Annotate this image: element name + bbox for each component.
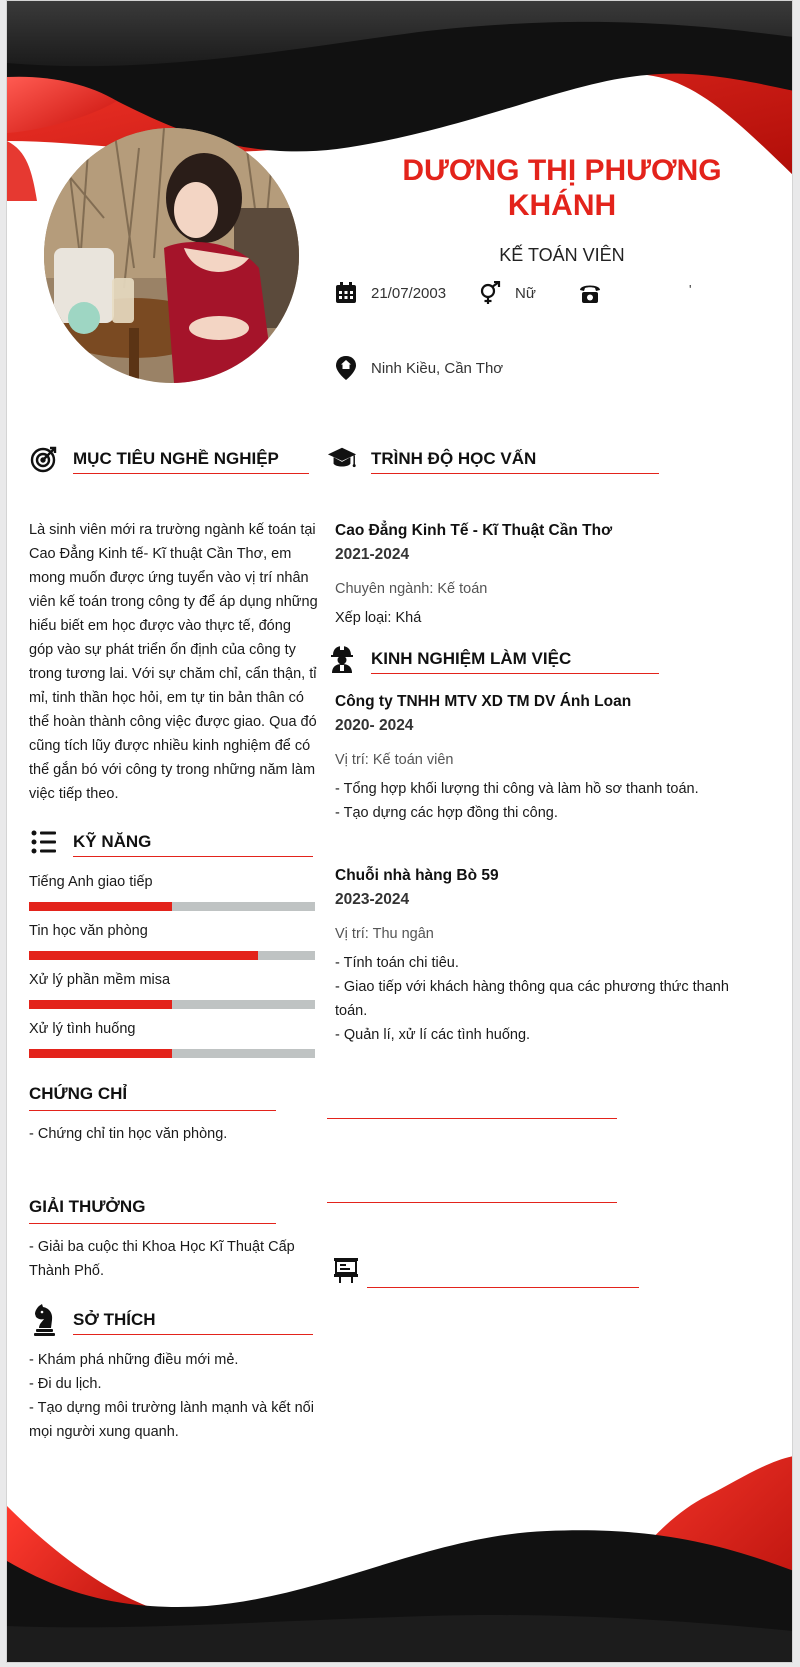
skills-title: KỸ NĂNG [73,832,313,857]
job-task: - Tổng hợp khối lượng thi công và làm hồ sơ thanh toán. [335,781,699,797]
job-task: - Quản lí, xử lí các tình huống. [335,1027,531,1043]
skill-label: Tin học văn phòng [29,923,148,939]
gender-field [477,280,536,306]
skill-label: Xử lý phần mềm misa [29,972,171,988]
hobby-item: - Tạo dựng môi trường lành mạnh và kết nối mọi người xung quanh. [29,1400,314,1440]
gender-icon [477,280,503,306]
objective-header [29,444,309,474]
award-item: - Giải ba cuộc thi Khoa Học Kĩ Thuật Cấp Thành Phố. [29,1239,295,1279]
phone-icon [577,280,603,306]
objective-text: Là sinh viên mới ra trường ngành kế toán tại Cao Đẳng Kinh tế- Kĩ thuật Cần Thơ, em mong muốn được ứng tuyển vào vị trí nhân viên kế toán trong công ty để áp dụng những hiểu biết em học được vào thực tế, đóng góp vào sự phát triển ổn định của công ty trong tương lai. Với sự chăm chỉ, cẩn thận, tỉ mỉ, tinh thần học hỏi, em tự tin bản thân có thể hoàn thành công việc được giao. Qua đó cũng tích lũy được nhiều kinh nghiệm để có thể gắn bó với công ty trong những năm làm việc tiếp theo. [29,522,318,802]
job-period: 2023-2024 [335,891,410,908]
job-entry [335,690,765,825]
job-title: KẾ TOÁN VIÊN [499,245,625,265]
education-block [335,519,765,630]
certificates-underline [29,1110,276,1111]
job-company: Công ty TNHH MTV XD TM DV Ánh Loan [335,693,632,710]
phone-field [577,280,615,306]
empty-section-underline [327,1202,617,1203]
hobby-item: - Đi du lịch. [29,1376,102,1392]
skill-bar-fill [29,1049,172,1058]
address-field [333,355,503,381]
experience-header [327,644,659,674]
job-tasks [335,951,765,1047]
graduation-cap-icon [327,444,357,474]
job-task: - Tính toán chi tiêu. [335,955,459,971]
cv-page [6,0,793,1663]
job-company: Chuỗi nhà hàng Bò 59 [335,867,499,884]
skill-label: Tiếng Anh giao tiếp [29,874,153,890]
empty-section-underline [367,1287,639,1288]
skill-item [29,972,315,1009]
location-pin-icon [333,355,359,381]
education-header [327,444,659,474]
certificate-item: - Chứng chỉ tin học văn phòng. [29,1126,228,1142]
gender-value: Nữ [515,284,536,302]
skill-bar [29,902,315,911]
address-value: Ninh Kiều, Cần Thơ [371,359,504,377]
experience-title: KINH NGHIỆM LÀM VIỆC [371,649,659,674]
calendar-icon [333,280,359,306]
objective-title: MỤC TIÊU NGHỀ NGHIỆP [73,449,309,474]
target-icon [29,444,59,474]
skill-bar-fill [29,1000,172,1009]
hobby-item: - Khám phá những điều mới mẻ. [29,1352,239,1368]
job-entry [335,864,765,1047]
skill-item [29,1021,315,1058]
education-period: 2021-2024 [335,546,410,563]
hobbies-header [29,1305,313,1335]
presentation-icon [333,1257,359,1288]
job-position: Vị trí: Kế toán viên [335,752,454,768]
chess-knight-icon [29,1305,59,1335]
job-tasks [335,777,765,825]
dob-field [333,280,446,306]
skill-bar [29,1049,315,1058]
skill-bar [29,951,315,960]
candidate-name: DƯƠNG THỊ PHƯƠNG KHÁNH [402,154,722,222]
skill-item [29,923,315,960]
empty-section-underline [327,1118,617,1119]
job-task: - Tạo dựng các hợp đồng thi công. [335,805,558,821]
skill-bar-fill [29,902,172,911]
skills-header [29,827,313,857]
education-title: TRÌNH ĐỘ HỌC VẤN [371,449,659,474]
job-period: 2020- 2024 [335,717,414,734]
education-rank: Xếp loại: Khá [335,610,422,626]
awards-underline [29,1223,276,1224]
worker-icon [327,644,357,674]
education-major: Chuyên ngành: Kế toán [335,581,488,597]
skill-item [29,874,315,911]
hobbies-list [29,1348,324,1444]
awards-title: GIẢI THƯỞNG [29,1197,146,1216]
phone-mark: ' [689,282,692,297]
certificates-title: CHỨNG CHỈ [29,1084,128,1103]
dob-value: 21/07/2003 [371,284,447,302]
profile-photo [44,128,299,383]
school-name: Cao Đẳng Kinh Tế - Kĩ Thuật Cần Thơ [335,522,613,539]
job-task: - Giao tiếp với khách hàng thông qua các phương thức thanh toán. [335,979,729,1019]
job-position: Vị trí: Thu ngân [335,926,434,942]
list-icon [29,827,59,857]
hobbies-title: SỞ THÍCH [73,1310,313,1335]
skill-label: Xử lý tình huống [29,1021,136,1037]
skill-bar-fill [29,951,258,960]
skill-bar [29,1000,315,1009]
footer-wave-decoration [7,1456,793,1663]
